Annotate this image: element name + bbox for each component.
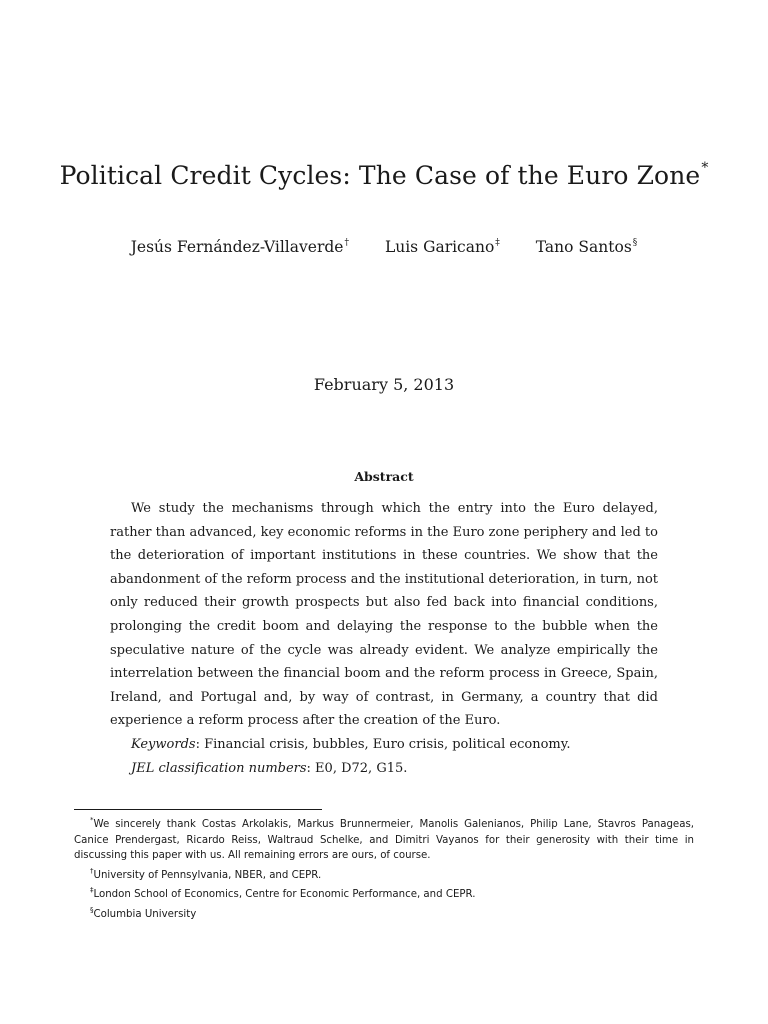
abstract-body: We study the mechanisms through which the entry into the Euro delayed, rather than advanced, key economic reforms in the Euro zone periphery and led to the deterioration of important institutions in these countries. We show that the abandonment of the reform process and the institutional deterioration, in turn, not only reduced their growth prospects but also fed back into financial conditions, prolonging the credit boom and delaying the response to the bubble when the speculative nature of the cycle was already evident. We analyze empirically the interrelation between the financial boom and the reform process in Greece, Spain, Ireland, and Portugal and, by way of contrast, in Germany, a country that did experience a reform process after the creation of the Euro. [110,501,658,729]
footnote-divider [74,809,322,810]
footnote-text: Columbia University [93,908,197,920]
author-list [0,238,768,256]
author-name: Jesús Fernández-Villaverde [130,238,344,256]
footnote-affiliation-2 [74,883,694,903]
author-footnote-mark: ‡ [495,238,500,248]
footnote-affiliation-3 [74,903,694,923]
title-footnote-mark: * [701,160,709,176]
author-name: Luis Garicano [384,238,495,256]
footnote-mark: † [90,866,94,875]
author-2 [385,238,500,256]
keywords-text: : Financial crisis, bubbles, Euro crisis, political economy. [195,736,571,752]
footnote-mark: § [90,905,94,914]
title-text: Political Credit Cycles: The Case of the Euro Zone [59,161,701,190]
footnote-affiliation-1 [74,864,694,884]
abstract-block [110,497,658,780]
jel-text: : E0, D72, G15. [306,760,408,776]
keywords-label: Keywords [131,736,196,752]
jel-label: JEL classification numbers [131,760,307,776]
jel-line [110,757,658,781]
footnote-text: We sincerely thank Costas Arkolakis, Markus Brunnermeier, Manolis Galenianos, Philip Lane, Stavros Panageas, Canice Prendergast, Ricardo Reiss, Waltraud Schelke, and Dimitri Vayanos for their generosity with their time in discussing this paper with us. All remaining errors are ours, of course. [74,819,694,862]
footnote-mark: * [90,816,94,824]
footnote-mark: ‡ [90,886,94,895]
footnotes [74,813,694,923]
author-name: Tano Santos [535,238,632,256]
author-3 [536,238,637,256]
keywords-line [110,733,658,757]
footnote-text: London School of Economics, Centre for Economic Performance, and CEPR. [93,889,476,901]
footnote-acknowledgements [74,813,694,864]
footnote-text: University of Pennsylvania, NBER, and CEPR. [93,869,322,881]
author-1 [131,238,349,256]
abstract-heading: Abstract [354,469,414,484]
paper-title [0,160,768,190]
paper-date: February 5, 2013 [313,375,455,394]
author-footnote-mark: § [632,238,638,248]
author-footnote-mark: † [344,238,349,248]
